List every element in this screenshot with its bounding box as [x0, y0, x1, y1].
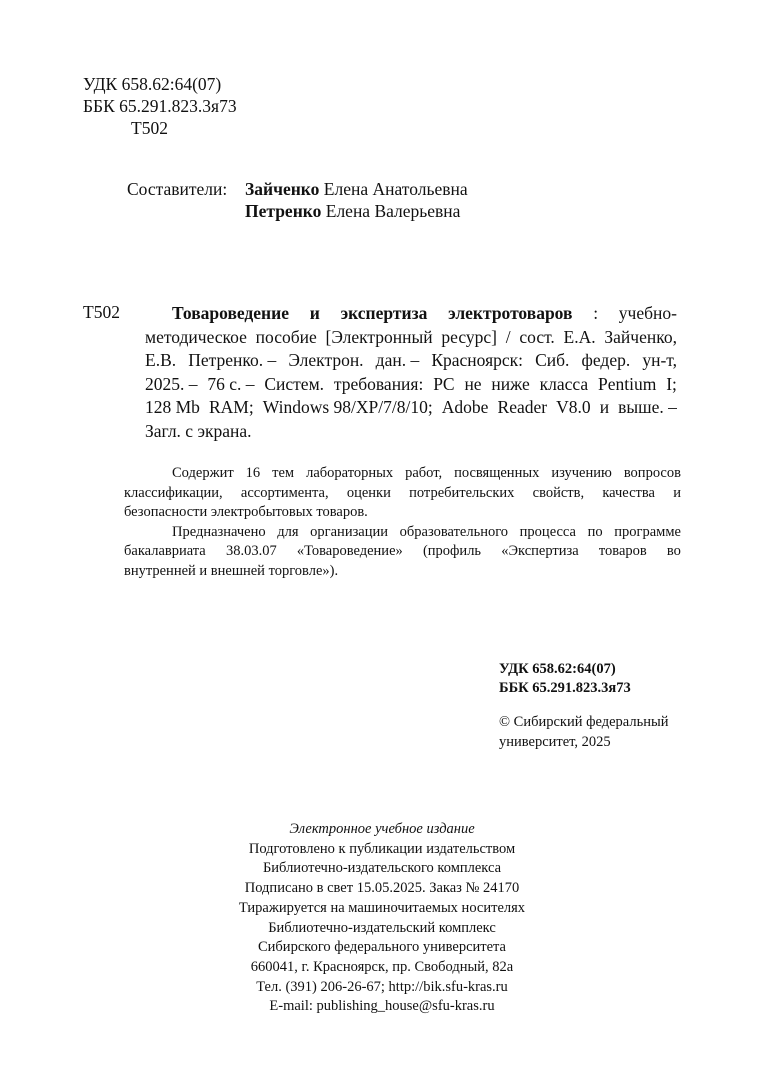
word: безопасности электробытовых товаров.	[124, 504, 368, 520]
word: Содержит	[172, 465, 234, 481]
abstract-line	[124, 523, 681, 543]
word: экспертиза	[340, 303, 428, 323]
word: электротоваров	[448, 303, 573, 323]
word: оценки	[346, 484, 391, 501]
word: 2025. –	[145, 373, 198, 394]
word: 128 Mb	[145, 397, 200, 418]
word: 38.03.07	[225, 543, 277, 559]
word: 76 с. –	[207, 373, 255, 394]
abstract-line	[124, 503, 681, 523]
word: [Электронный	[325, 326, 433, 347]
word: федер.	[581, 350, 631, 371]
word: программе	[614, 523, 681, 540]
word: выше. –	[618, 397, 677, 418]
compiler-1-surname: Зайченко	[245, 179, 320, 199]
right-classification-codes	[499, 660, 631, 698]
word: Windows 98/XP/7/8/10;	[262, 397, 433, 418]
biblio-line	[145, 326, 677, 350]
word: качества	[602, 484, 655, 501]
word: I;	[666, 373, 677, 394]
imprint-line: Библиотечно-издательский комплекс	[268, 919, 496, 936]
word: PC	[433, 373, 455, 394]
word: образовательного	[399, 523, 509, 540]
word: и	[309, 303, 320, 323]
word: 16	[245, 465, 261, 481]
compiler-2-surname: Петренко	[245, 201, 322, 221]
imprint-line: Подготовлено к публикации издательством	[248, 840, 516, 857]
word: Reader	[497, 397, 548, 418]
word: ассортимента,	[240, 484, 329, 501]
word: и	[673, 484, 681, 501]
word: потребительских	[409, 484, 515, 501]
compiler-1	[245, 178, 468, 200]
word: (профиль	[422, 543, 482, 559]
compiler-2-given: Елена Валерьевна	[321, 201, 461, 221]
word: организации	[310, 523, 389, 540]
word: товаров	[598, 543, 647, 559]
imprint	[0, 820, 764, 1017]
word: для	[277, 523, 299, 540]
biblio-line	[145, 396, 677, 420]
word: ниже	[491, 373, 530, 394]
word: классификации,	[124, 484, 223, 501]
copyright	[499, 713, 668, 752]
biblio-line	[145, 420, 677, 444]
classification-codes	[83, 73, 237, 139]
word: посвященных	[454, 465, 540, 481]
word: класса	[539, 373, 589, 394]
bibliographic-record	[145, 302, 677, 444]
word: внутренней и внешней торговле»).	[124, 562, 339, 579]
word: Adobe	[441, 397, 489, 418]
word: вопросов	[623, 465, 681, 481]
word: Е.В.	[145, 350, 177, 371]
edition-type: Электронное учебное издание	[289, 821, 475, 837]
right-udk-code: УДК 658.62:64(07)	[499, 661, 616, 677]
word: «Экспертиза	[501, 543, 579, 559]
word: учебно-	[618, 303, 677, 323]
word: Красноярск:	[431, 350, 523, 371]
word: свойств,	[532, 484, 585, 501]
word: Товароведение	[172, 303, 289, 323]
compiler-2	[245, 200, 460, 222]
word: работ,	[405, 465, 443, 481]
bbk-code: ББК 65.291.823.3я73	[83, 96, 237, 116]
word: во	[666, 543, 681, 559]
abstract-line	[124, 484, 681, 504]
word: методическое	[145, 326, 247, 347]
word: Сиб.	[535, 350, 570, 371]
compilers-label: Составители:	[127, 179, 228, 199]
imprint-line: E-mail: publishing_house@sfu-kras.ru	[269, 998, 495, 1015]
word: /	[505, 326, 511, 347]
word: «Товароведение»	[296, 543, 403, 559]
annotation	[124, 464, 681, 581]
imprint-line: Подписано в свет 15.05.2025. Заказ № 24170	[244, 880, 520, 897]
imprint-line: Библиотечно-издательского комплекса	[262, 860, 502, 877]
imprint-line: Тел. (391) 206-26-67; http://bik.sfu-kras.ru	[256, 978, 508, 995]
abstract-line	[124, 562, 681, 582]
word: по	[587, 523, 603, 540]
imprint-line: Сибирского федерального университета	[258, 939, 506, 956]
biblio-cipher: Т502	[83, 302, 120, 322]
word: Петренко. –	[188, 350, 277, 371]
word: и	[599, 397, 610, 418]
word: тем	[272, 465, 295, 481]
word: дан. –	[375, 350, 420, 371]
imprint-line: Тиражируется на машиночитаемых носителях	[238, 899, 526, 916]
word: пособие	[255, 326, 317, 347]
copyright-line-1: © Сибирский федеральный	[499, 714, 669, 730]
word: ресурс]	[441, 326, 497, 347]
word: Предназначено	[172, 523, 266, 540]
word: ун-т,	[642, 350, 677, 371]
word: V8.0	[556, 397, 591, 418]
compiler-1-given: Елена Анатольевна	[319, 179, 468, 199]
author-sign: Т502	[131, 118, 168, 138]
word: сост.	[519, 326, 555, 347]
word: бакалавриата	[124, 543, 206, 559]
word: Электрон.	[288, 350, 364, 371]
word: лабораторных	[306, 465, 394, 481]
biblio-line	[172, 302, 677, 326]
imprint-line: 660041, г. Красноярск, пр. Свободный, 82а	[250, 958, 514, 975]
word: RAM;	[209, 397, 254, 418]
biblio-line	[145, 349, 677, 373]
word: :	[593, 303, 599, 323]
biblio-line	[145, 373, 677, 397]
word: процесса	[519, 523, 576, 540]
word: изучению	[551, 465, 612, 481]
word: требования:	[333, 373, 424, 394]
abstract-line	[124, 542, 681, 562]
word: Систем.	[264, 373, 325, 394]
abstract-line	[124, 464, 681, 484]
compilers-block	[0, 178, 764, 228]
word: Зайченко,	[604, 326, 677, 347]
word: не	[464, 373, 482, 394]
word: Pentium	[598, 373, 657, 394]
word: Е.А.	[563, 326, 596, 347]
udk-code: УДК 658.62:64(07)	[83, 74, 222, 94]
copyright-line-2: университет, 2025	[499, 733, 611, 750]
right-bbk-code: ББК 65.291.823.3я73	[499, 680, 631, 696]
word: Загл. с экрана.	[145, 420, 252, 441]
